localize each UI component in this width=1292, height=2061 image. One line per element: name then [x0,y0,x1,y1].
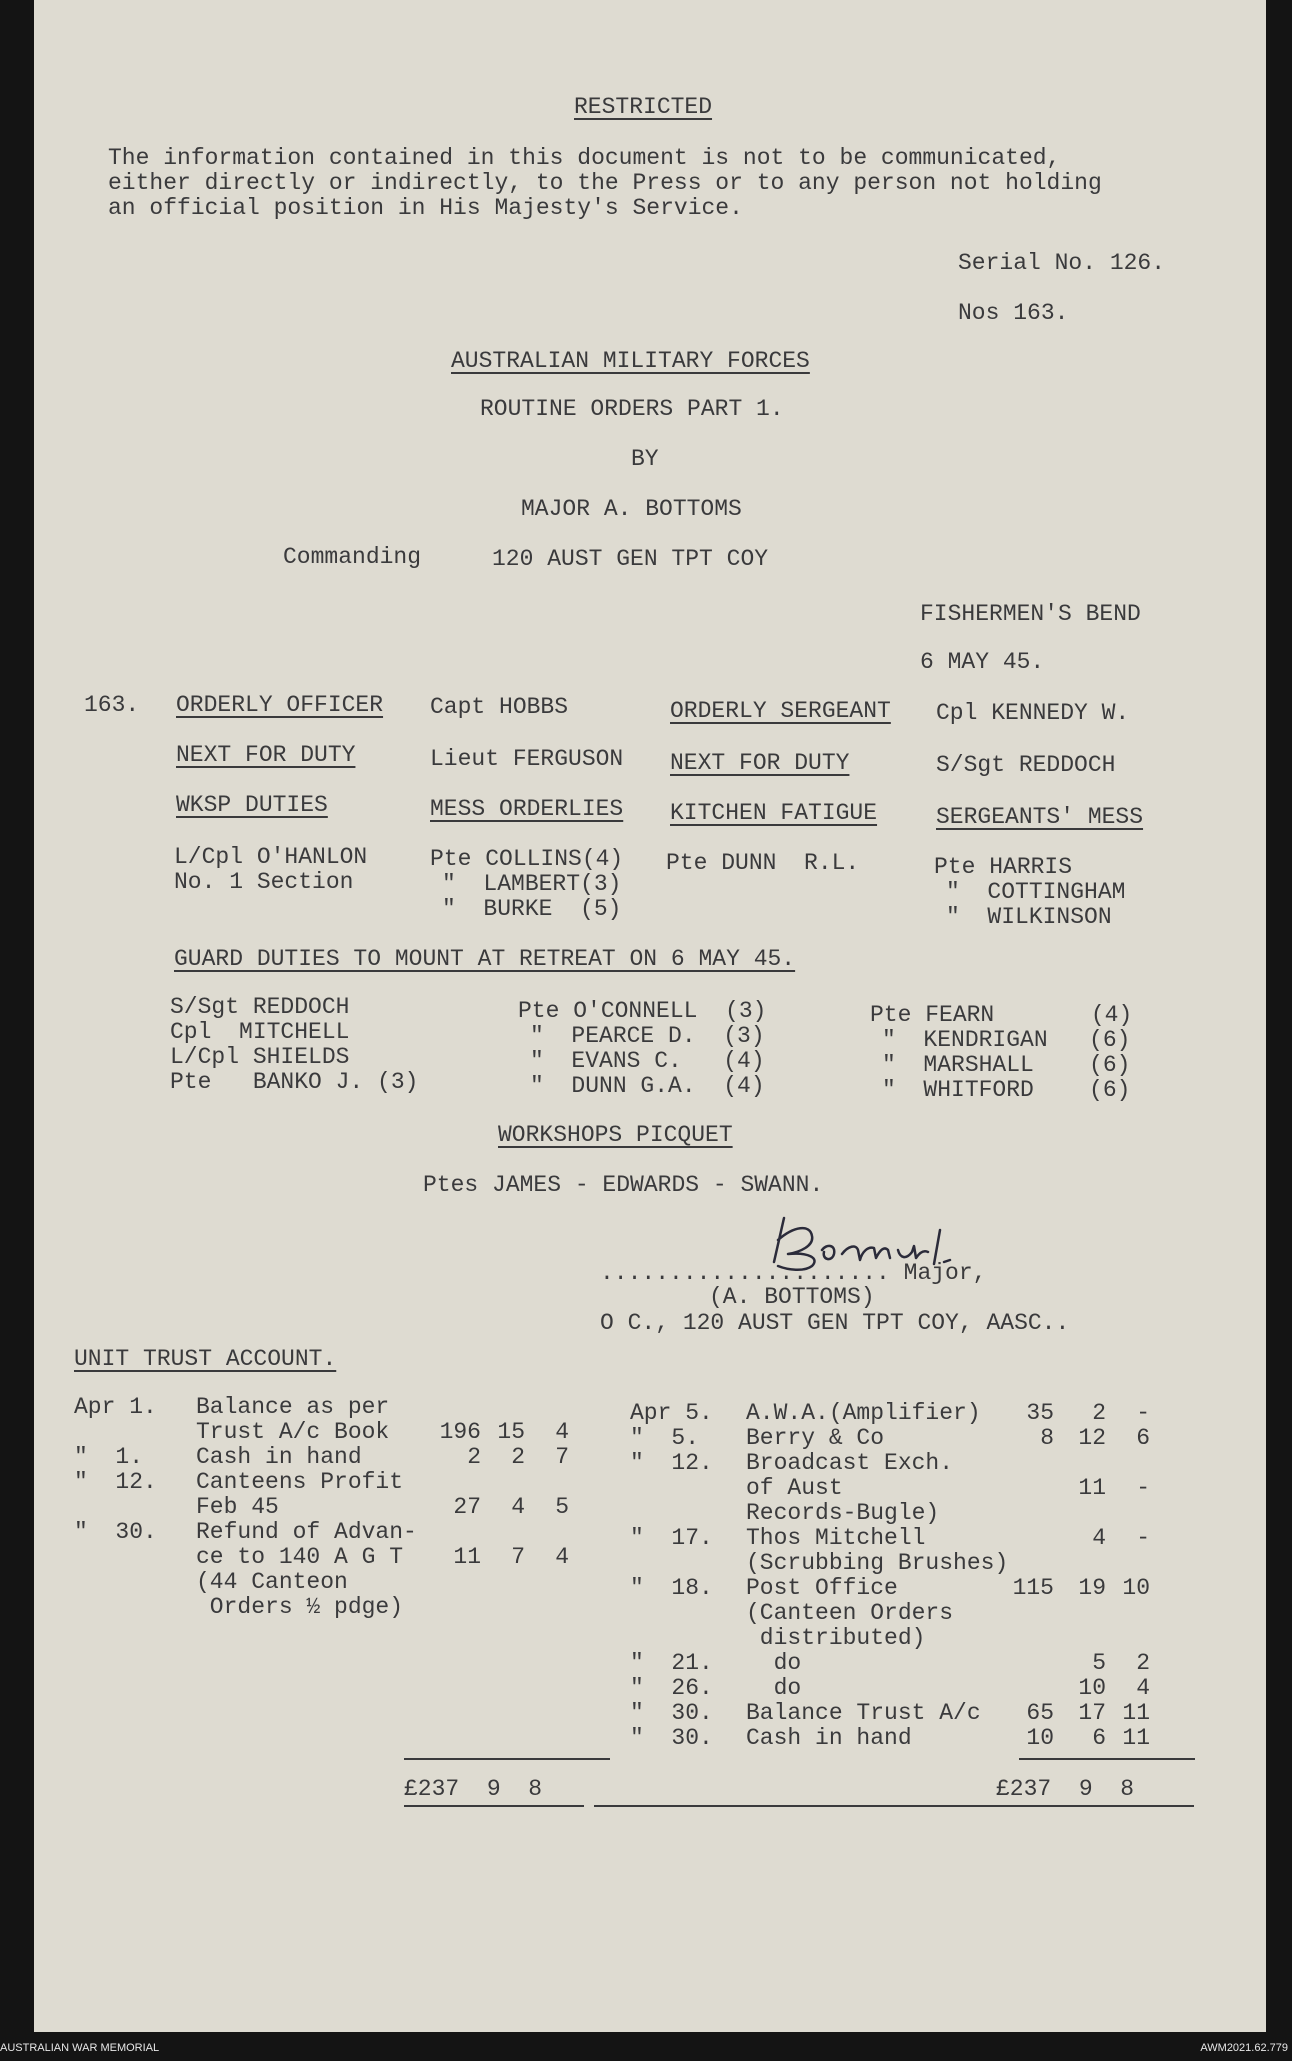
payments-shillings: 19 [1078,1575,1106,1601]
mess-orderly-3: " BURKE (5) [442,896,622,922]
payments-date: " 30. [630,1725,713,1751]
payments-shillings: 2 [1092,1400,1106,1426]
guard-col3-3: " MARSHALL (6) [882,1052,1131,1078]
payments-pence: 11 [1122,1725,1150,1751]
payments-pence: 2 [1136,1650,1150,1676]
signatory-unit: O C., 120 AUST GEN TPT COY, AASC.. [600,1310,1070,1336]
payments-total: £237 9 8 [996,1776,1135,1802]
sergeants-mess-3: " WILKINSON [946,904,1112,930]
receipts-pounds: 11 [453,1544,481,1570]
payments-description: Records-Bugle) [746,1500,940,1526]
payments-shillings: 17 [1078,1700,1106,1726]
payments-date: " 12. [630,1450,713,1476]
payments-shillings: 6 [1092,1725,1106,1751]
receipts-shillings: 4 [511,1494,525,1520]
unit-trust-account-heading: UNIT TRUST ACCOUNT. [74,1346,337,1372]
receipts-total: £237 9 8 [404,1776,543,1802]
order-number: Nos 163. [958,300,1069,326]
payments-pounds: 8 [1040,1425,1054,1451]
sergeants-mess-2: " COTTINGHAM [946,879,1126,905]
receipts-pounds: 2 [467,1444,481,1470]
payments-date: " 26. [630,1675,713,1701]
forces-title: AUSTRALIAN MILITARY FORCES [451,348,810,374]
payments-sum-rule [1019,1758,1195,1760]
orderly-officer: Capt HOBBS [430,694,569,720]
wksp-duty-2: No. 1 Section [174,869,354,895]
payments-date: " 17. [630,1525,713,1551]
sergeants-mess-1: Pte HARRIS [934,854,1073,880]
order-item-number: 163. [84,692,140,718]
receipts-description: (44 Canteon [196,1569,348,1595]
receipts-description: Balance as per [196,1394,390,1420]
wksp-duty-1: L/Cpl O'HANLON [174,844,368,870]
guard-col1-4: Pte BANKO J. (3) [170,1069,419,1095]
payments-pounds: 10 [1026,1725,1054,1751]
payments-pence: 11 [1122,1700,1150,1726]
footer-institution: AUSTRALIAN WAR MEMORIAL [0,2042,160,2054]
orderly-sergeant-label: ORDERLY SERGEANT [670,698,891,724]
guard-col1-3: L/Cpl SHIELDS [170,1044,350,1070]
payments-description: Post Office [746,1575,898,1601]
payments-description: Thos Mitchell [746,1525,926,1551]
receipts-total-rule [404,1805,584,1807]
notice-line-3: an official position in His Majesty's Service. [108,195,743,221]
place: FISHERMEN'S BEND [920,601,1141,627]
signature-dots-major: ..................... Major, [600,1260,987,1286]
orderly-officer-label: ORDERLY OFFICER [176,692,384,718]
receipts-pounds: 196 [439,1419,481,1445]
serial-number: Serial No. 126. [958,250,1166,276]
guard-col2-2: " PEARCE D. (3) [530,1023,765,1049]
payments-description: Balance Trust A/c [746,1700,981,1726]
receipts-description: Refund of Advan- [196,1519,417,1545]
payments-pence: 10 [1122,1575,1150,1601]
orders-title: ROUTINE ORDERS PART 1. [480,396,784,422]
kitchen-fatigue-label: KITCHEN FATIGUE [670,800,878,826]
payments-description: do [746,1675,802,1701]
payments-description: do [746,1650,802,1676]
date: 6 MAY 45. [920,649,1045,675]
wksp-duties-label: WKSP DUTIES [176,792,328,818]
receipts-description: ce to 140 A G T [196,1544,404,1570]
major-name: MAJOR A. BOTTOMS [521,496,742,522]
receipts-date: " 30. [74,1519,157,1545]
receipts-shillings: 7 [511,1544,525,1570]
payments-pence: - [1136,1525,1150,1551]
unit-name: 120 AUST GEN TPT COY [492,546,769,572]
receipts-shillings: 2 [511,1444,525,1470]
payments-pounds: 115 [1012,1575,1054,1601]
payments-description: Berry & Co [746,1425,885,1451]
receipts-description: Canteens Profit [196,1469,404,1495]
guard-col2-4: " DUNN G.A. (4) [530,1073,765,1099]
payments-description: (Scrubbing Brushes) [746,1550,1009,1576]
receipts-description: Feb 45 [196,1494,279,1520]
payments-description: Broadcast Exch. [746,1450,954,1476]
commanding-label: Commanding [283,544,422,570]
payments-shillings: 4 [1092,1525,1106,1551]
footer-reference: AWM2021.62.779 [1200,2042,1288,2054]
receipts-description: Cash in hand [196,1444,362,1470]
payments-date: Apr 5. [630,1400,713,1426]
payments-pence: 4 [1136,1675,1150,1701]
payments-date: " 30. [630,1700,713,1726]
payments-description: distributed) [746,1625,926,1651]
mess-orderlies-label: MESS ORDERLIES [430,796,624,822]
payments-description: A.W.A.(Amplifier) [746,1400,981,1426]
payments-description: Cash in hand [746,1725,912,1751]
signatory-name: (A. BOTTOMS) [709,1284,875,1310]
next-officer: Lieut FERGUSON [430,746,624,772]
guard-col1-2: Cpl MITCHELL [170,1019,350,1045]
payments-shillings: 10 [1078,1675,1106,1701]
next-sergeant: S/Sgt REDDOCH [936,752,1116,778]
payments-date: " 18. [630,1575,713,1601]
notice-line-1: The information contained in this document is not to be communicated, [108,145,1061,171]
guard-duties-heading: GUARD DUTIES TO MOUNT AT RETREAT ON 6 MAY 45. [174,946,796,972]
document-page [34,0,1266,2032]
guard-col2-1: Pte O'CONNELL (3) [518,998,767,1024]
payments-shillings: 5 [1092,1650,1106,1676]
guard-col3-4: " WHITFORD (6) [882,1077,1131,1103]
guard-col2-3: " EVANS C. (4) [530,1048,765,1074]
receipts-description: Trust A/c Book [196,1419,390,1445]
payments-pounds: 35 [1026,1400,1054,1426]
notice-line-2: either directly or indirectly, to the Press or to any person not holding [108,170,1102,196]
payments-description: of Aust [746,1475,843,1501]
payments-pence: 6 [1136,1425,1150,1451]
receipts-date: " 12. [74,1469,157,1495]
payments-pounds: 65 [1026,1700,1054,1726]
picquet-names: Ptes JAMES - EDWARDS - SWANN. [423,1172,824,1198]
payments-total-rule [594,1805,1194,1807]
payments-date: " 5. [630,1425,700,1451]
payments-pence: - [1136,1400,1150,1426]
orderly-sergeant: Cpl KENNEDY W. [936,700,1130,726]
mess-orderly-1: Pte COLLINS(4) [430,846,624,872]
sergeants-mess-label: SERGEANTS' MESS [936,804,1144,830]
receipts-date: Apr 1. [74,1394,157,1420]
receipts-shillings: 15 [497,1419,525,1445]
receipts-pence: 4 [555,1544,569,1570]
receipts-pounds: 27 [453,1494,481,1520]
receipts-sum-rule [404,1758,610,1760]
next-for-duty-label-1: NEXT FOR DUTY [176,742,356,768]
receipts-date: " 1. [74,1444,144,1470]
payments-description: (Canteen Orders [746,1600,954,1626]
payments-shillings: 12 [1078,1425,1106,1451]
workshops-picquet-heading: WORKSHOPS PICQUET [498,1122,733,1148]
next-for-duty-label-2: NEXT FOR DUTY [670,750,850,776]
guard-col1-1: S/Sgt REDDOCH [170,994,350,1020]
kitchen-fatigue-1: Pte DUNN R.L. [666,850,860,876]
mess-orderly-2: " LAMBERT(3) [442,871,622,897]
receipts-pence: 4 [555,1419,569,1445]
receipts-pence: 5 [555,1494,569,1520]
guard-col3-2: " KENDRIGAN (6) [882,1027,1131,1053]
payments-pence: - [1136,1475,1150,1501]
by-line: BY [631,446,659,472]
restricted-heading: RESTRICTED [574,94,713,120]
receipts-description: Orders ½ pdge) [196,1594,404,1620]
payments-date: " 21. [630,1650,713,1676]
payments-shillings: 11 [1078,1475,1106,1501]
guard-col3-1: Pte FEARN (4) [870,1002,1133,1028]
receipts-pence: 7 [555,1444,569,1470]
